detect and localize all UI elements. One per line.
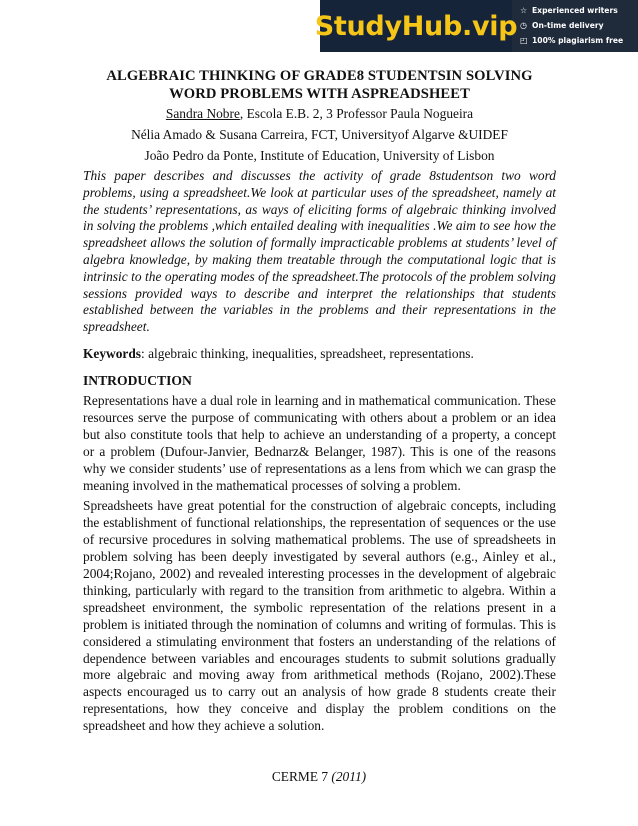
section-heading: INTRODUCTION [83, 372, 192, 388]
page-footer [0, 769, 638, 785]
author-affiliation: , Escola E.B. 2, 3 Professor Paula Nogueira [239, 106, 474, 121]
paper-title-line-1: ALGEBRAIC THINKING OF GRADE8 STUDENTSIN SOLVING [106, 68, 533, 84]
keywords-text: : algebraic thinking, inequalities, spreadsheet, representations. [141, 345, 474, 361]
footer-year: (2011) [331, 769, 367, 784]
banner-feature-list [512, 0, 638, 52]
banner-item-label: Experienced writers [532, 6, 618, 15]
clock-icon: ◷ [520, 21, 527, 30]
author-line-1 [83, 103, 556, 124]
keywords [83, 345, 556, 362]
document-check-icon: ◰ [520, 36, 528, 45]
banner-item-writers [520, 3, 634, 18]
studyhub-logo[interactable]: StudyHub.vip [320, 0, 512, 52]
paper-title [83, 67, 556, 103]
banner-item-plagiarism [520, 33, 634, 48]
keywords-label: Keywords [83, 345, 142, 361]
author-line-2: Nélia Amado & Susana Carreira, FCT, Universityof Algarve &UIDEF [131, 127, 508, 142]
author-name-link: Sandra Nobre [165, 106, 240, 121]
paper-content [83, 63, 556, 735]
paper-title-line-2: WORD PROBLEMS WITH ASPREADSHEET [169, 86, 470, 102]
paragraph-2: Spreadsheets have great potential for the construction of algebraic concepts, including the establishment of functional relationships, the representation of sequences or the use of recursive procedures in solving mathematical problems. The use of spreadsheets in problem solving has been deeply investigated by several authors (e.g., Ainley et al., 2004;Rojano, 2002) and revealed interesting processes in the development of algebraic thinking, particularly with regard to the transition from arithmetic to algebra. Within a spreadsheet environment, the symbolic representation of the relations present in a problem is initiated through the nomination of columns and writing of formulas. This is considered a stimulating environment that fosters an understanding of the relations of dependence between variables and encourages students to submit solutions gradually more algebraic and moving away from arithmetical methods (Rojano, 2002).These aspects encouraged us to carry out an analysis of how grade 8 students create their representations, how they conceive and display the problem conditions on the spreadsheet and how they achieve a solution. [83, 498, 556, 734]
star-icon: ☆ [520, 6, 528, 15]
banner-item-delivery [520, 18, 634, 33]
paragraph-1: Representations have a dual role in learning and in mathematical communication. These resources serve the purpose of communicating with others about a problem or an idea but also constitute tools that help to achieve an understanding of a property, a concept or a problem (Dufour-Janvier, Bednarz& Belanger, 1987). This is one of the reasons why we consider students’ use of representations as a lens from which we can grasp the meaning involved in the mathematical processes of solving a problem. [83, 392, 556, 493]
author-line-3: João Pedro da Ponte, Institute of Education, University of Lisbon [144, 148, 495, 163]
footer-conference: CERME 7 [271, 769, 332, 784]
banner-item-label: On-time delivery [532, 21, 604, 30]
abstract: This paper describes and discusses the activity of grade 8studentson two word problems, using a spreadsheet.We look at particular uses of the spreadsheet, namely at the students’ representations, as ways of eliciting forms of algebraic thinking involved in solving the problems ,which entailed dealing with inequalities .We aim to see how the spreadsheet allows the solution of formally impracticable problems at students’ level of algebra knowledge, by making them treatable through the computational logic that is intrinsic to the operating modes of the spreadsheet.The protocols of the problem solving sessions provided ways to describe and interpret the relationships that students established between the variables in the problems and their representations in the spreadsheet. [83, 168, 556, 335]
banner-item-label: 100% plagiarism free [532, 36, 624, 45]
studyhub-banner[interactable] [314, 0, 638, 52]
